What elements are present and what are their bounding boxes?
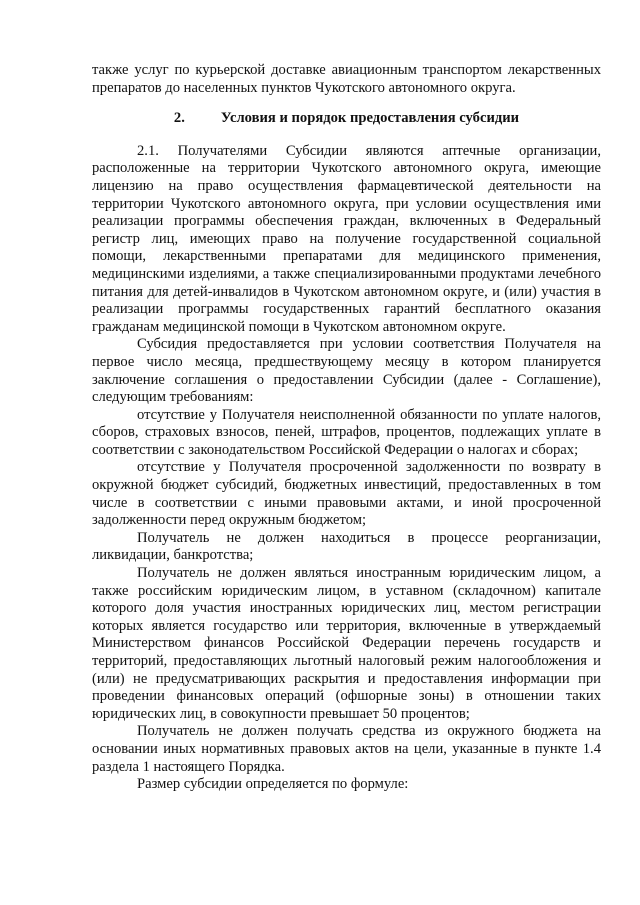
requirement-no-tax-debt: отсутствие у Получателя неисполненной обязанности по уплате налогов, сборов, страховых взносов, пеней, штрафов, процентов, подлежащих уплате в соответствии с законодательством Российской Федерации о налогах и сборах; [92,406,601,458]
requirement-not-foreign-entity: Получатель не должен являться иностранным юридическим лицом, а также российским юридическим лицом, в уставном (складочном) капитале которого доля участия иностранных юридических лиц, местом регистрации которых является государство или территория, включенные в утверждаемый Министерством финансов Российской Федерации перечень государств и территорий, предоставляющих льготный налоговый режим налогообложения и (или) не предусматривающих раскрытия и предоставления информации при проведении финансовых операций (офшорные зоны) в отношении таких юридических лиц, в совокупности превышает 50 процентов; [92,565,601,722]
requirement-no-budget-debt: отсутствие у Получателя просроченной задолженности по возврату в окружной бюджет субсидий, бюджетных инвестиций, предоставленных в том числе в соответствии с иными правовыми актами, и иной просроченной задолженности перед окружным бюджетом; [92,459,601,529]
requirement-no-reorganization: Получатель не должен находиться в процессе реорганизации, ликвидации, банкротства; [92,529,601,564]
document-body [92,62,601,794]
subsidy-formula-intro: Размер субсидии определяется по формуле: [137,776,409,793]
section-number: 2. [173,110,185,127]
intro-paragraph: также услуг по курьерской доставке авиационным транспортом лекарственных препаратов до населенных пунктов Чукотского автономного округа. [92,62,601,96]
section-heading [92,110,601,128]
paragraph-conditions: Субсидия предоставляется при условии соответствия Получателя на первое число месяца, предшествующему месяцу в котором планируется заключение соглашения о предоставлении Субсидии (далее - Соглашение), следующим требованиям: [92,336,601,406]
section-title: Условия и порядок предоставления субсидии [220,110,520,127]
requirement-no-other-funding: Получатель не должен получать средства из окружного бюджета на основании иных нормативных правовых актов на цели, указанные в пункте 1.4 раздела 1 настоящего Порядка. [92,723,601,775]
paragraph-2-1: 2.1. Получателями Субсидии являются аптечные организации, расположенные на территории Чукотского автономного округа, имеющие лицензию на право осуществления фармацевтической деятельности на территории Чукотского автономного округа, при условии осуществления ими реализации программы обеспечения граждан, включенных в Федеральный регистр лиц, имеющих право на получение государственной социальной помощи, лекарственными препаратами для медицинского применения, медицинскими изделиями, а также специализированными продуктами лечебного питания для детей-инвалидов в Чукотском автономном округе, и (или) участия в реализации программы государственных гарантий бесплатного оказания гражданам медицинской помощи в Чукотском автономном округе. [92,142,601,335]
